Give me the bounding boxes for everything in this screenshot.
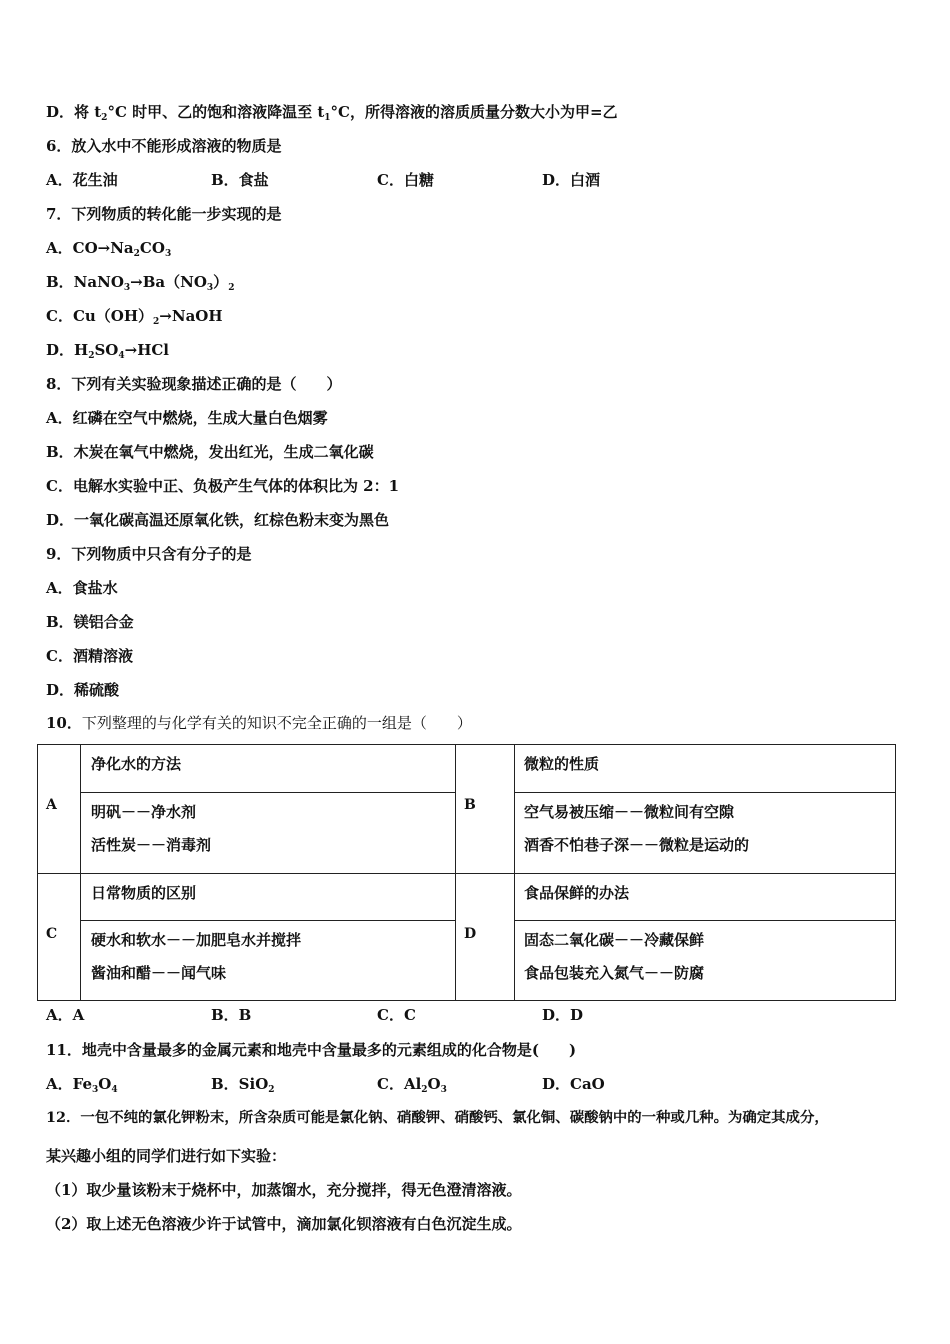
q12-stem-line1: 12．一包不纯的氯化钾粉末，所含杂质可能是氯化钠、硝酸钾、硝酸钙、氯化铜、碳酸钠中的一种或几种。为确定其成分， <box>46 1109 829 1126</box>
cell-a-line2: 活性炭－－消毒剂 <box>91 836 212 854</box>
cell-b-label: B <box>464 797 476 813</box>
q6-stem: 6．放入水中不能形成溶液的物质是 <box>46 137 282 155</box>
q12-step-1: （1）取少量该粉末于烧杯中，加蒸馏水，充分搅拌，得无色澄清溶液。 <box>46 1181 522 1199</box>
q8-stem: 8．下列有关实验现象描述正确的是（ ） <box>46 375 342 393</box>
q12-step-2: （2）取上述无色溶液少许于试管中，滴加氯化钡溶液有白色沉淀生成。 <box>46 1215 522 1233</box>
cell-c-line2: 酱油和醋－－闻气味 <box>91 964 227 982</box>
q6-option-b: B．食盐 <box>211 171 269 189</box>
q9-option-a: A．食盐水 <box>46 579 118 597</box>
q7-option-a: A．$CO\to Na_2CO_3$ <box>46 239 172 259</box>
q10-option-d: D．D <box>542 1006 584 1024</box>
q7-option-b: B．$NaNO_3\to Ba(NO_3)_2$ <box>46 273 235 293</box>
q11-option-b: B．SiO$_2$ <box>211 1075 275 1095</box>
cell-c-line1: 硬水和软水－－加肥皂水并搅拌 <box>91 931 302 949</box>
q11-option-c: C．$Al_2O_3$ <box>377 1075 447 1095</box>
q11-option-d: D．CaO <box>542 1075 605 1093</box>
q10-option-c: C．C <box>377 1006 416 1024</box>
q10-stem: 10．下列整理的与化学有关的知识不完全正确的一组是（ ） <box>46 714 472 732</box>
cell-b-title: 微粒的性质 <box>524 755 600 773</box>
cell-a-line1: 明矾－－净水剂 <box>91 803 197 821</box>
q12-stem-line2: 某兴趣小组的同学们进行如下实验： <box>46 1147 287 1165</box>
q10-table <box>37 744 896 1001</box>
q7-option-c: C．$Cu(OH)_2\to NaOH$ <box>46 307 223 327</box>
cell-c-label: C <box>46 926 58 942</box>
cell-d-line1: 固态二氧化碳－－冷藏保鲜 <box>524 931 705 949</box>
cell-d-title: 食品保鲜的办法 <box>524 884 630 902</box>
q8-option-d: D．一氧化碳高温还原氧化铁，红棕色粉末变为黑色 <box>46 511 390 529</box>
q9-option-d: D．稀硫酸 <box>46 681 120 699</box>
q10-option-a: A．A <box>46 1006 85 1024</box>
q6-option-a: A．花生油 <box>46 171 118 189</box>
q5-option-d: D．将 $t_2^\circ C$ 时甲、乙的饱和溶液降温至 $t_1^\circ C$，所得溶液的溶质质量分数大小为甲=乙 <box>46 103 618 123</box>
q8-option-b: B．木炭在氧气中燃烧，发出红光，生成二氧化碳 <box>46 443 374 461</box>
q8-option-a: A．红磷在空气中燃烧，生成大量白色烟雾 <box>46 409 328 427</box>
cell-d-line2: 食品包装充入氮气－－防腐 <box>524 964 705 982</box>
cell-c-title: 日常物质的区别 <box>91 884 197 902</box>
q8-option-c: C．电解水实验中正、负极产生气体的体积比为 2：1 <box>46 477 400 495</box>
q11-stem: 11．地壳中含量最多的金属元素和地壳中含量最多的元素组成的化合物是( ) <box>46 1041 577 1059</box>
q11-option-a: A．$Fe_3O_4$ <box>46 1075 118 1095</box>
q7-option-d: D．$H_2SO_4\to HCl$ <box>46 341 170 361</box>
q9-stem: 9．下列物质中只含有分子的是 <box>46 545 252 563</box>
cell-a-label: A <box>46 797 57 813</box>
cell-b-line2: 酒香不怕巷子深－－微粒是运动的 <box>524 836 750 854</box>
q6-option-d: D．白酒 <box>542 171 601 189</box>
cell-a-title: 净化水的方法 <box>91 755 182 773</box>
q6-option-c: C．白糖 <box>377 171 434 189</box>
q10-option-b: B．B <box>211 1006 252 1024</box>
q7-stem: 7．下列物质的转化能一步实现的是 <box>46 205 282 223</box>
q9-option-b: B．镁铝合金 <box>46 613 134 631</box>
cell-b-line1: 空气易被压缩－－微粒间有空隙 <box>524 803 735 821</box>
q9-option-c: C．酒精溶液 <box>46 647 133 665</box>
cell-d-label: D <box>464 926 477 942</box>
